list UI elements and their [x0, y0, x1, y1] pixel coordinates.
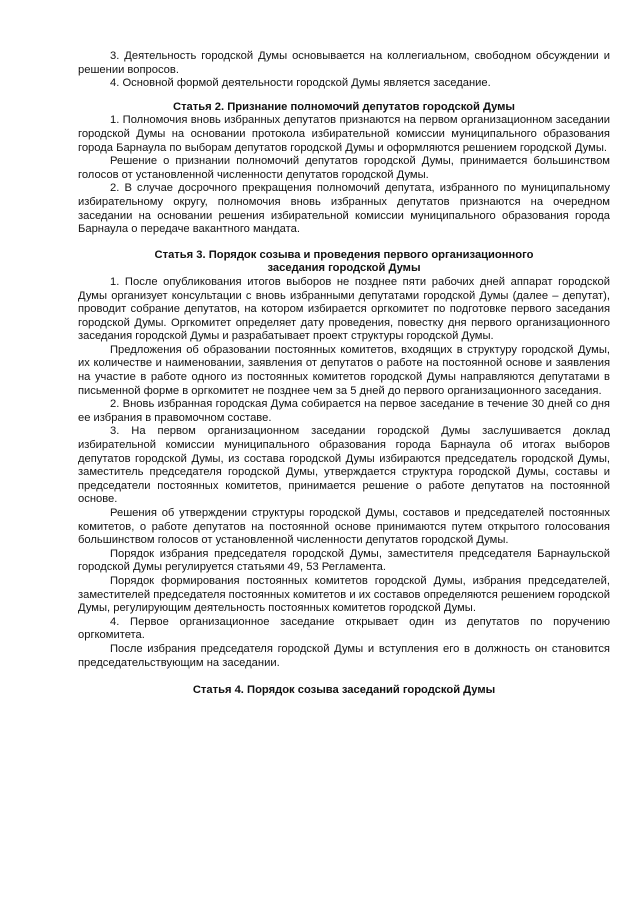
paragraph: Порядок формирования постоянных комитетов городской Думы, избрания председателей, заместителей председателя постоянных комитетов и их составов определяются решением городской Думы, регулирующим деятельность постоянных комитетов городской Думы. [78, 574, 610, 615]
article-4-heading: Статья 4. Порядок созыва заседаний городской Думы [192, 684, 496, 697]
paragraph: 2. В случае досрочного прекращения полномочий депутата, избранного по муниципальному избирательному округу, полномочия вновь избранных депутатов признаются на очередном заседании на основании решения избирательной комиссии муниципального образования города Барнаула о передаче вакантного мандата. [78, 182, 610, 236]
paragraph: 4. Первое организационное заседание открывает один из депутатов по поручению оргкомитета. [78, 615, 610, 642]
article-3-heading-line-1: Статья 3. Порядок созыва и проведения первого организационного [154, 248, 534, 261]
paragraph: Предложения об образовании постоянных комитетов, входящих в структуру городской Думы, их количестве и наименовании, заявления от депутатов о работе на постоянной основе и заявления на участие в работе одного из постоянных комитетов городской Думы направляются депутатами в письменной форме в оргкомитет не позднее чем за 5 дней до первого организационного заседания. [78, 343, 610, 397]
paragraph: 1. Полномочия вновь избранных депутатов признаются на первом организационном заседании городской Думы на основании протокола избирательной комиссии муниципального образования города Барнаула по выборам депутатов городской Думы и оформляются решением городской Думы. [78, 114, 610, 154]
paragraph: Решения об утверждении структуры городской Думы, составов и председателей постоянных комитетов, о работе депутатов на постоянной основе принимаются путем открытого голосования большинством голосов от установленной численности депутатов городской Думы. [78, 507, 610, 547]
paragraph: 3. Деятельность городской Думы основывается на коллегиальном, свободном обсуждении и решении вопросов. [78, 50, 610, 76]
paragraph: После избрания председателя городской Думы и вступления его в должность он становится председательствующим на заседании. [78, 642, 610, 669]
article-3-heading-line-2: заседания городской Думы [267, 262, 421, 275]
article-3-heading [78, 249, 610, 276]
paragraph: Порядок избрания председателя городской Думы, заместителя председателя Барнаульской городской Думы регулируется статьями 49, 53 Регламента. [78, 547, 610, 574]
paragraph: 2. Вновь избранная городская Дума собирается на первое заседание в течение 30 дней со дня ее избрания в правомочном составе. [78, 398, 610, 424]
document-page [78, 50, 610, 698]
paragraph: 4. Основной формой деятельности городской Думы является заседание. [110, 77, 491, 90]
paragraph: 3. На первом организационном заседании городской Думы заслушивается доклад избирательной комиссии муниципального образования города Барнаула об итогах выборов депутатов городской Думы, из состава городской Думы избираются председатель городской Думы, заместитель председателя городской Думы, утверждается структура городской Думы, составы и председатели постоянных комитетов, принимается решение о работе депутатов на постоянной основе. [78, 425, 610, 506]
paragraph: Решение о признании полномочий депутатов городской Думы, принимается большинством голосов от установленной численности депутатов городской Думы. [78, 155, 610, 181]
article-2-heading: Статья 2. Признание полномочий депутатов городской Думы [173, 100, 515, 113]
paragraph: 1. После опубликования итогов выборов не позднее пяти рабочих дней аппарат городской Думы организует консультации с вновь избранными депутатами городской Думы (далее – депутат), проводит собрание депутатов, на котором избирается оргкомитет по подготовке первого заседания городской Думы. Оргкомитет определяет дату проведения, повестку дня первого организационного заседания городской Думы и разрабатывает проект структуры городской Думы. [78, 275, 610, 343]
